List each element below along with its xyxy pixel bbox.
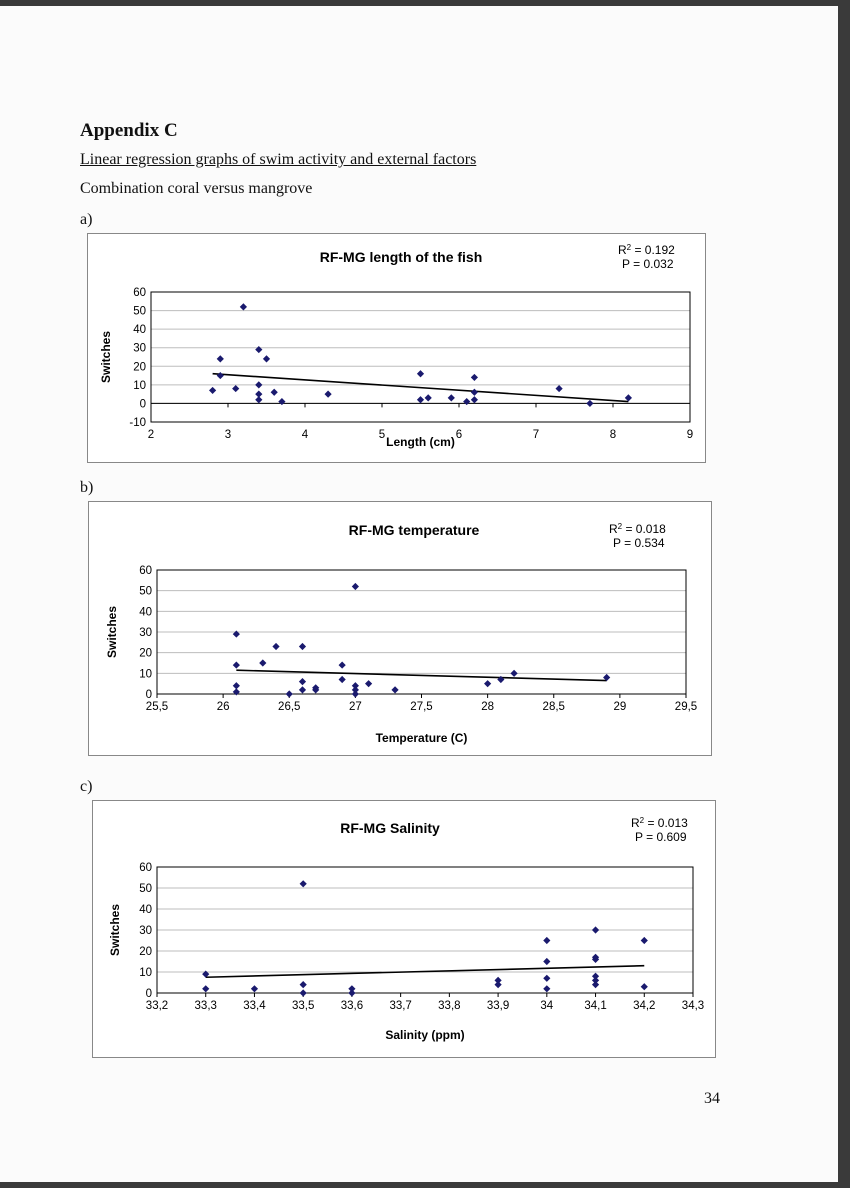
x-tick-label: 29,5 (674, 701, 698, 713)
data-point (543, 958, 550, 965)
section-subheading: Linear regression graphs of swim activity and external factors (80, 151, 477, 168)
y-tick-label: 0 (145, 689, 152, 701)
y-tick-label: 20 (139, 946, 152, 958)
temperature-chart (89, 502, 711, 755)
x-tick-label: 8 (609, 429, 617, 441)
data-point (202, 985, 209, 992)
data-point (255, 381, 262, 388)
p-value-label: P = 0.032 (622, 257, 674, 271)
y-tick-label: 40 (133, 324, 146, 337)
data-point (494, 981, 501, 988)
data-point (463, 398, 470, 405)
salinity-chart (93, 801, 715, 1057)
p-value-label: P = 0.534 (613, 536, 665, 550)
data-point (299, 686, 306, 693)
x-tick-label: 6 (455, 429, 463, 441)
x-tick-label: 34,2 (633, 1000, 656, 1012)
x-tick-label: 34,3 (681, 1000, 705, 1012)
data-point (417, 370, 424, 377)
data-point (271, 389, 278, 396)
length-chart (88, 234, 705, 462)
y-tick-label: 50 (139, 585, 152, 598)
y-axis-label: Switches (105, 605, 119, 659)
x-tick-label: 26,5 (278, 701, 301, 713)
x-tick-label: 29 (613, 701, 627, 713)
r-squared-label: $R^2 = 0.018$ (609, 521, 666, 536)
data-point (240, 303, 247, 310)
x-tick-label: 5 (378, 429, 386, 441)
x-tick-label: 33,9 (486, 1000, 510, 1012)
chart-title: RF-MG length of the fish (319, 249, 483, 265)
y-tick-label: 60 (139, 862, 152, 874)
data-point (543, 937, 550, 944)
chart-title: RF-MG Salinity (340, 820, 440, 836)
y-tick-label: 10 (139, 967, 152, 979)
data-point (484, 680, 491, 687)
data-point (339, 676, 346, 683)
x-tick-label: 9 (686, 429, 694, 441)
data-point (471, 396, 478, 403)
y-tick-label: 20 (139, 647, 152, 660)
data-point (233, 682, 240, 689)
x-tick-label: 33,5 (291, 1000, 315, 1012)
data-point (543, 985, 550, 992)
page-number: 34 (704, 1090, 720, 1107)
data-point (365, 680, 372, 687)
data-point (592, 981, 599, 988)
data-point (641, 937, 648, 944)
x-tick-label: 33,7 (389, 1000, 412, 1012)
x-tick-label: 33,8 (438, 1000, 461, 1012)
data-point (300, 880, 307, 887)
data-point (278, 398, 285, 405)
data-point (217, 372, 224, 379)
combination-subheading: Combination coral versus mangrove (80, 180, 313, 197)
data-point (543, 975, 550, 982)
data-point (417, 396, 424, 403)
data-point (217, 355, 224, 362)
y-tick-label: 60 (133, 287, 146, 299)
x-tick-label: 34,1 (584, 1000, 607, 1012)
y-tick-label: 30 (139, 925, 152, 937)
y-tick-label: 30 (133, 342, 146, 355)
y-tick-label: 30 (139, 627, 152, 639)
data-point (586, 400, 593, 407)
data-point (255, 346, 262, 353)
data-point (286, 690, 293, 697)
data-point (232, 385, 239, 392)
panel-label-a: a) (80, 211, 93, 228)
data-point (263, 355, 270, 362)
y-tick-label: 10 (139, 668, 152, 681)
panel-label-b: b) (80, 479, 94, 496)
data-point (592, 926, 599, 933)
data-point (471, 389, 478, 396)
y-tick-label: 0 (145, 988, 152, 1000)
y-tick-label: 40 (139, 904, 152, 916)
data-point (299, 678, 306, 685)
chart-title: RF-MG temperature (348, 522, 480, 538)
data-point (425, 394, 432, 401)
data-point (251, 985, 258, 992)
p-value-label: P = 0.609 (635, 830, 687, 844)
x-tick-label: 33,3 (194, 1000, 217, 1012)
chart-panel-temperature (88, 501, 712, 756)
data-point (352, 583, 359, 590)
data-point (352, 690, 359, 697)
panel-label-c: c) (80, 778, 93, 795)
data-point (556, 385, 563, 392)
y-axis-label: Switches (99, 330, 113, 384)
data-point (348, 989, 355, 996)
y-tick-label: 40 (139, 606, 152, 619)
r-squared-label: $R^2 = 0.192$ (618, 242, 675, 257)
data-point (391, 686, 398, 693)
x-tick-label: 33,2 (145, 1000, 169, 1012)
x-tick-label: 7 (532, 429, 540, 441)
x-tick-label: 33,6 (340, 1000, 364, 1012)
data-point (448, 394, 455, 401)
data-point (259, 659, 266, 666)
x-tick-label: 34 (540, 1000, 554, 1012)
chart-panel-length (87, 233, 706, 463)
x-tick-label: 27,5 (410, 701, 433, 713)
data-point (299, 643, 306, 650)
y-tick-label: 20 (133, 361, 146, 374)
data-point (325, 391, 332, 398)
data-point (272, 643, 279, 650)
trendline (236, 670, 606, 680)
y-tick-label: 60 (139, 565, 152, 577)
x-tick-label: 3 (224, 429, 232, 441)
x-axis-label: Salinity (ppm) (385, 1028, 465, 1042)
r-squared-label: $R^2 = 0.013$ (631, 815, 688, 830)
y-tick-label: -10 (129, 417, 146, 429)
y-tick-label: 10 (133, 379, 146, 392)
x-tick-label: 33,4 (243, 1000, 266, 1012)
data-point (300, 989, 307, 996)
x-axis-label: Length (cm) (386, 435, 455, 449)
document-page (0, 6, 838, 1182)
y-tick-label: 50 (139, 883, 152, 895)
y-tick-label: 0 (139, 398, 146, 411)
data-point (625, 394, 632, 401)
data-point (209, 387, 216, 394)
x-tick-label: 28,5 (542, 701, 565, 713)
x-tick-label: 25,5 (145, 701, 169, 713)
data-point (233, 661, 240, 668)
y-axis-label: Switches (108, 903, 122, 957)
appendix-heading: Appendix C (80, 120, 178, 141)
data-point (510, 670, 517, 677)
x-tick-label: 27 (348, 701, 362, 713)
x-tick-label: 2 (147, 429, 155, 441)
x-tick-label: 4 (301, 429, 309, 441)
x-axis-label: Temperature (C) (375, 731, 468, 745)
y-tick-label: 50 (133, 305, 146, 318)
data-point (255, 396, 262, 403)
data-point (641, 983, 648, 990)
x-tick-label: 28 (481, 701, 495, 713)
chart-panel-salinity (92, 800, 716, 1058)
data-point (471, 374, 478, 381)
data-point (300, 981, 307, 988)
trendline (206, 966, 645, 978)
data-point (339, 661, 346, 668)
x-tick-label: 26 (216, 701, 230, 713)
